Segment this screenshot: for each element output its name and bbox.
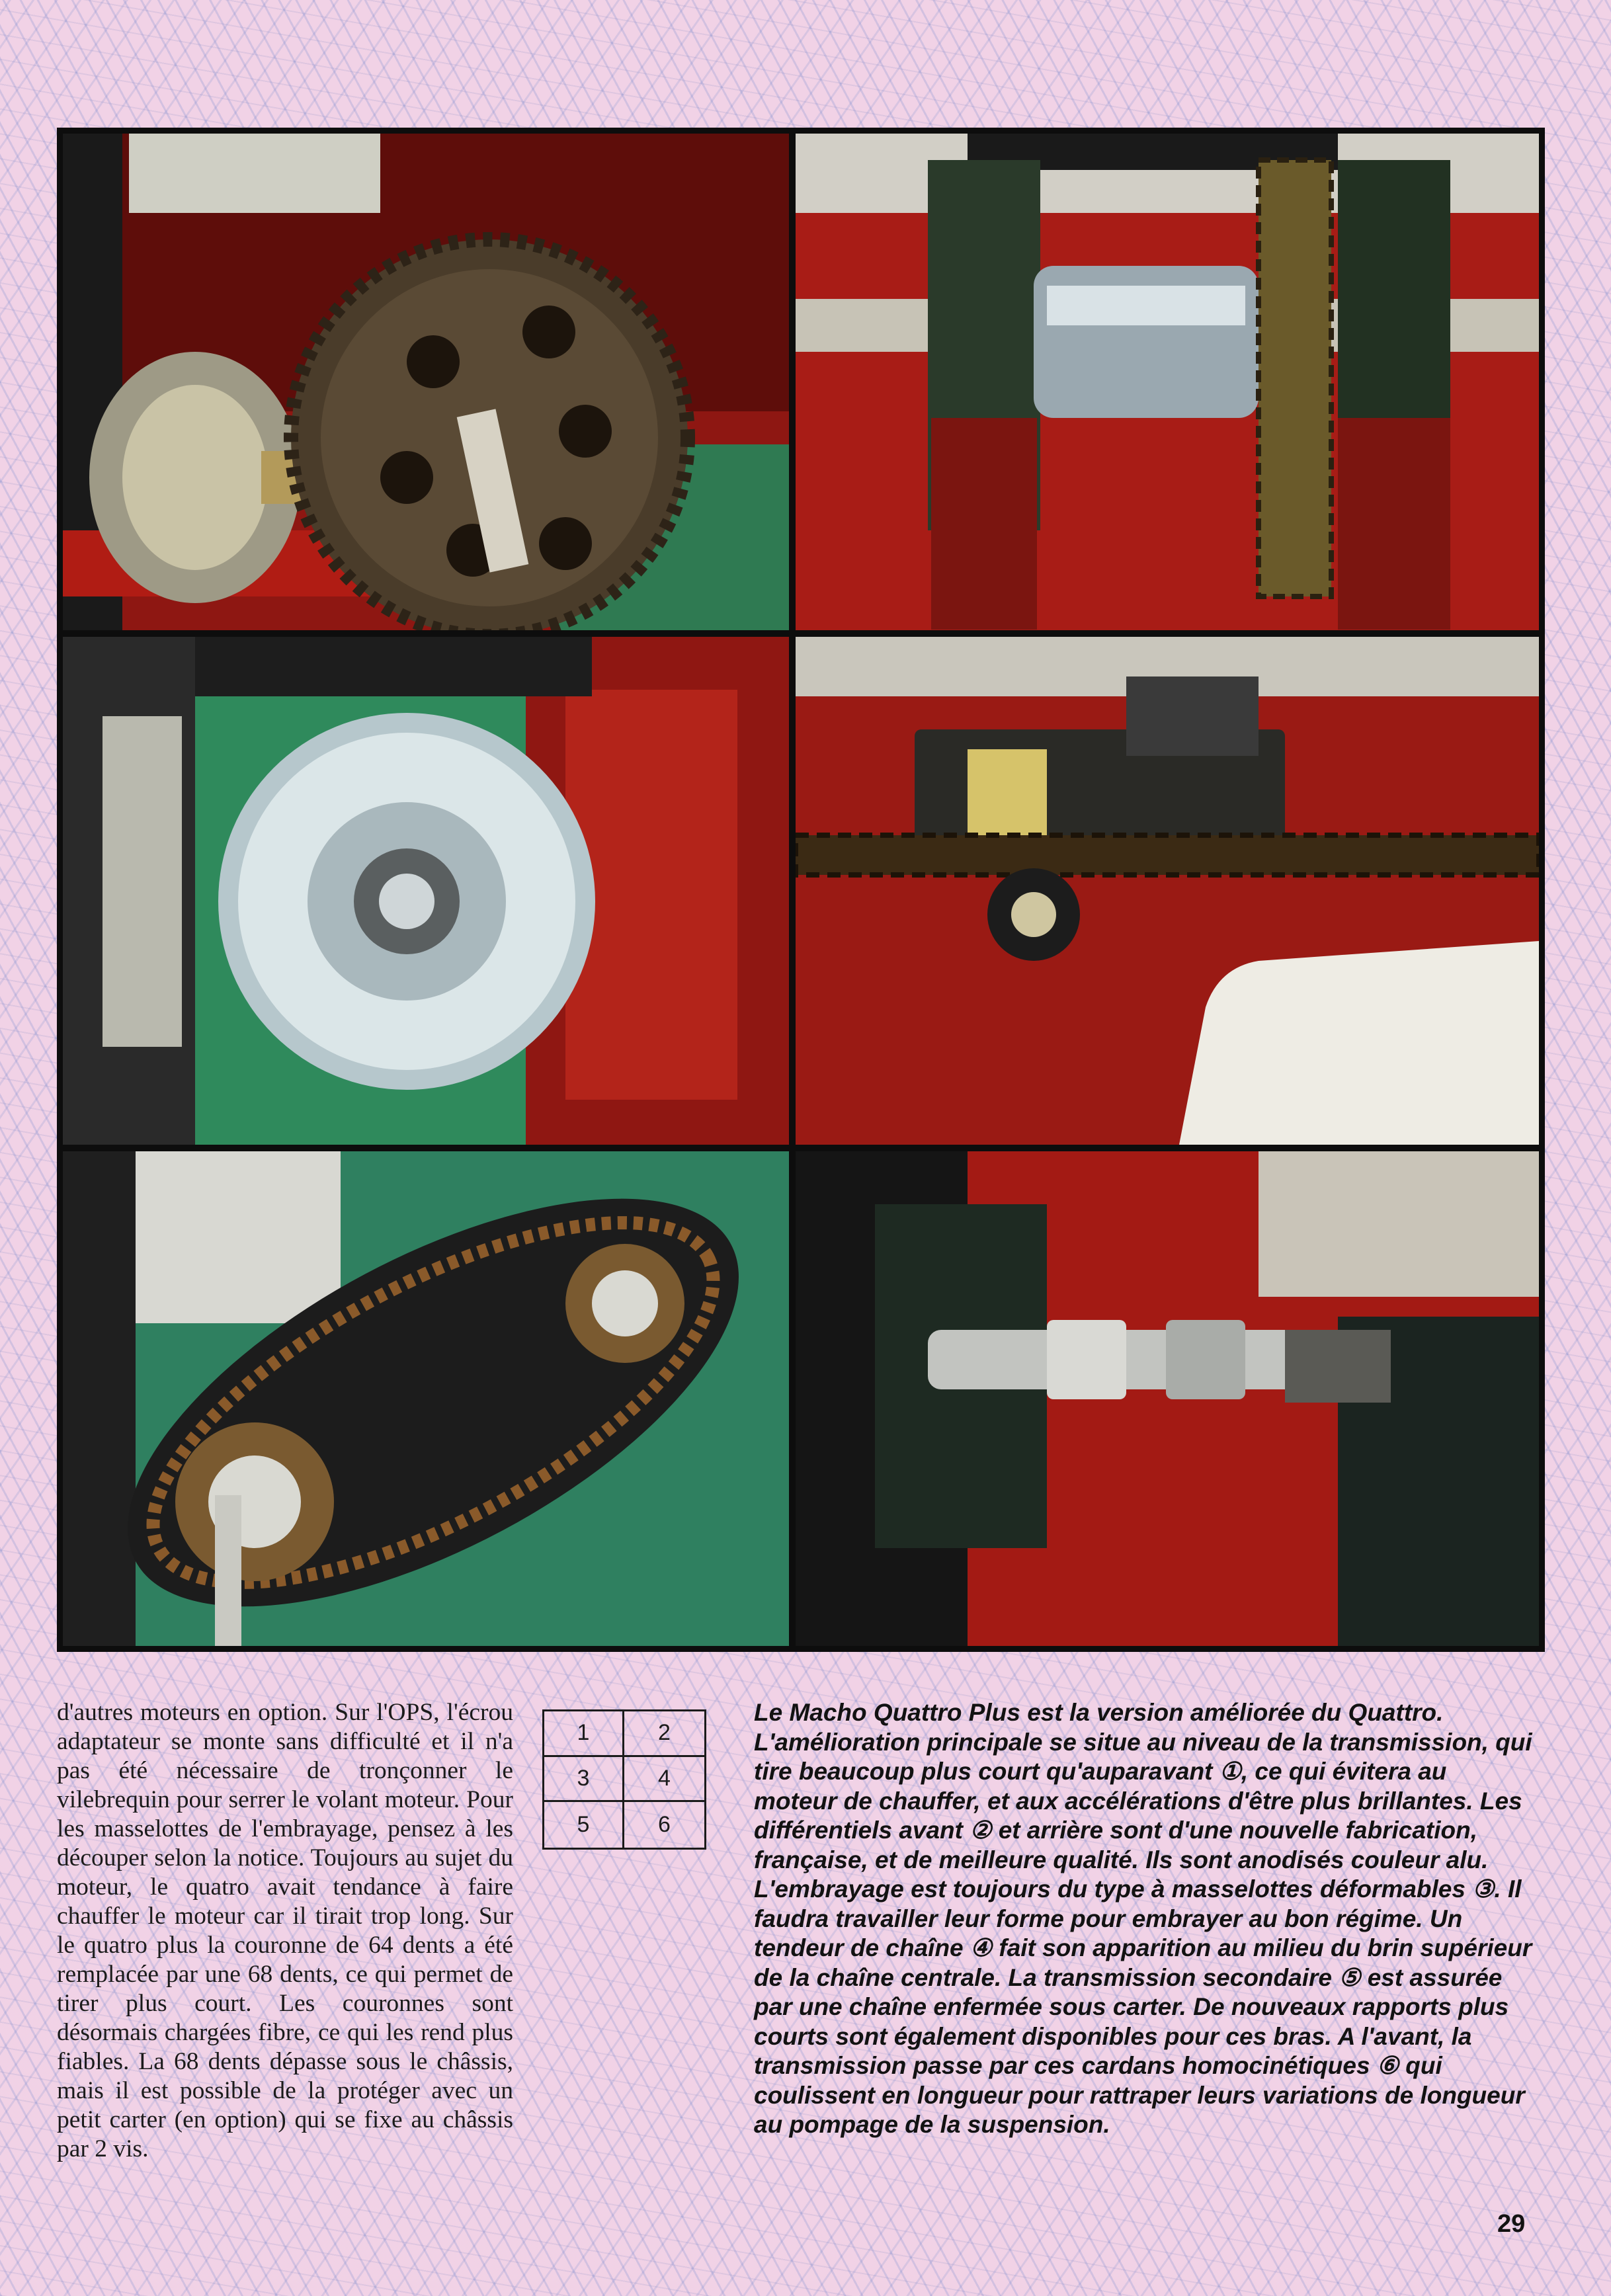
- article-text: [57, 1698, 513, 2164]
- key-cell-1: 1: [544, 1711, 624, 1757]
- caption-text: qui coulissent en longueur pour rattraper leurs variations de longueur au pompage de la suspension.: [754, 2052, 1525, 2138]
- caption-text: , ce qui évitera au moteur de chauffer, et aux accélérations d'être plus brillantes. Les différentiels avant: [754, 1758, 1522, 1844]
- caption-text: . Il faudra travailler leur forme pour embrayer au bon régime. Un tendeur de chaîne: [754, 1875, 1522, 1961]
- ref-number-2: ②: [970, 1817, 992, 1844]
- caption-text: est assurée par une chaîne enfermée sous carter. De nouveaux rapports plus courts sont également disponibles pour ces bras. A l'avant, la transmission passe par ces cardans homocinétiques: [754, 1963, 1509, 2079]
- key-cell-3: 3: [544, 1757, 624, 1803]
- photo-2-chain-sprocket: [796, 134, 1539, 630]
- caption-text: et arrière sont d'une nouvelle fabrication, française, et de meilleure qualité. Ils sont anodisés couleur alu. L'embrayage est toujours du type à masselottes déformables: [754, 1817, 1489, 1903]
- key-cell-6: 6: [658, 1812, 671, 1838]
- photo-1-engine-spur-gear: [63, 134, 789, 630]
- key-cell-2: 2: [624, 1711, 704, 1757]
- photo-6-homokinetic-shafts: [796, 1151, 1539, 1646]
- ref-number-4: ④: [970, 1934, 993, 1961]
- photo-caption: [754, 1698, 1534, 2140]
- ref-number-3: ③: [1472, 1875, 1495, 1903]
- photo-3-clutch-bell: [63, 637, 789, 1145]
- photo-key-grid: [542, 1709, 706, 1850]
- ref-number-6: ⑥: [1376, 2052, 1399, 2079]
- caption-text: Le Macho Quattro Plus est la version améliorée du Quattro. L'amélioration principale se situe au niveau de la transmission, qui tire beaucoup plus court qu'auparavant: [754, 1699, 1532, 1785]
- key-cell-5: 5: [544, 1802, 624, 1848]
- photo-4-chain-tensioner: [796, 637, 1539, 1145]
- photo-5-secondary-chain: [63, 1151, 789, 1646]
- ref-number-5: ⑤: [1339, 1963, 1361, 1991]
- page-number: 29: [1497, 2210, 1526, 2238]
- article-paragraph: d'autres moteurs en option. Sur l'OPS, l'écrou adaptateur se monte sans difficulté et il n'a pas été nécessaire de tronçonner le vilebrequin pour serrer le volant moteur. Pour les masselottes de l'embrayage, pensez à les découper selon la notice. Toujours au sujet du moteur, le quatro avait tendance à faire chauffer le moteur car il tirait trop long. Sur le quatro plus la couronne de 64 dents a été remplacée par une 68 dents, ce qui permet de tirer plus court. Les couronnes sont désormais chargées fibre, ce qui les rend plus fiables. La 68 dents dépasse sous le châssis, mais il est possible de la protéger avec un petit carter (en option) qui se fixe au châssis par 2 vis.: [57, 1699, 513, 2162]
- ref-number-1: ①: [1219, 1758, 1241, 1785]
- photo-grid: [57, 128, 1545, 1652]
- caption-text: fait son apparition au milieu du brin supérieur de la chaîne centrale. La transmission secondaire: [754, 1934, 1532, 1991]
- key-cell-4: 4: [624, 1757, 704, 1803]
